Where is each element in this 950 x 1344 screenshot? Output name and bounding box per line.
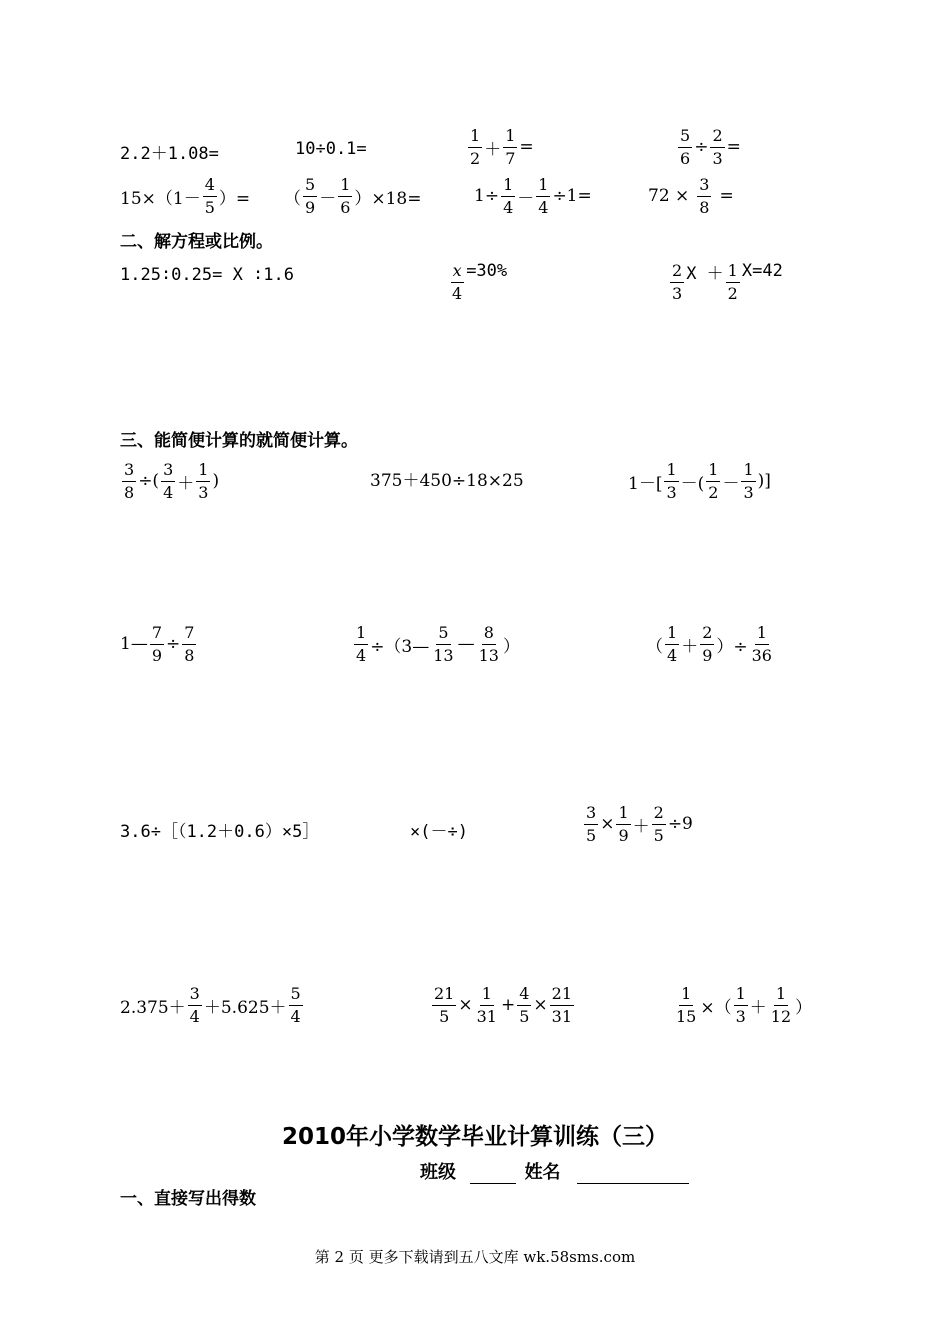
fraction: $\frac{1}{4}$ <box>503 175 514 217</box>
fraction: $\frac{5}{9}$ <box>305 175 316 217</box>
fraction: $\frac{2}{5}$ <box>653 803 664 845</box>
simplify-problem-3: 1－[ $\frac{1}{3}$ －( $\frac{1}{2}$ － $\frac{1}{3}$ )] <box>628 460 771 502</box>
simplify-problem-8: ×(－÷) <box>410 822 468 842</box>
equation-3: $\frac{2}{3}$ X ＋ $\frac{1}{2}$ X=42 <box>672 261 783 303</box>
name-label: 姓名 <box>524 1162 561 1183</box>
problem-r2-b: （ $\frac{5}{9}$ － $\frac{1}{6}$ ）×18= <box>284 175 422 217</box>
fraction: $\frac{1}{3}$ <box>735 984 746 1026</box>
fraction: $\frac{2}{9}$ <box>702 623 713 665</box>
simplify-problem-6: （ $\frac{1}{4}$ ＋ $\frac{2}{9}$ ）÷ $\frac{1}{36}$ <box>646 623 772 665</box>
name-blank[interactable] <box>577 1165 689 1184</box>
fraction: $\frac{2}{3}$ <box>712 126 723 168</box>
fraction: $\frac{5}{6}$ <box>680 126 691 168</box>
fraction: $\frac{3}{4}$ <box>189 984 200 1026</box>
fraction: $\frac{1}{2}$ <box>708 460 719 502</box>
fraction: $\frac{1}{3}$ <box>743 460 754 502</box>
fraction: $\frac{5}{13}$ <box>433 623 454 665</box>
fraction: $\frac{3}{8}$ <box>124 460 135 502</box>
fraction: $\frac{8}{13}$ <box>478 623 499 665</box>
fraction: $\frac{1}{15}$ <box>676 984 697 1026</box>
fraction: $\frac{1}{4}$ <box>667 623 678 665</box>
equation-2: $\frac{x}{4}$ =30% <box>452 261 508 303</box>
fraction: $\frac{1}{3}$ <box>198 460 209 502</box>
fraction: $\frac{1}{31}$ <box>476 984 497 1026</box>
fraction: $\frac{3}{4}$ <box>163 460 174 502</box>
fraction: $\frac{1}{7}$ <box>505 126 516 168</box>
section-heading-equations: 二、解方程或比例。 <box>120 232 273 252</box>
section-heading-simplify: 三、能简便计算的就简便计算。 <box>120 431 358 451</box>
section-heading-direct: 一、直接写出得数 <box>120 1189 256 1209</box>
problem-r1-d: $\frac{5}{6}$ ÷ $\frac{2}{3}$ = <box>680 126 741 168</box>
class-label: 班级 <box>420 1162 456 1183</box>
fraction: $\frac{1}{6}$ <box>340 175 351 217</box>
fraction: $\frac{4}{5}$ <box>204 175 215 217</box>
fraction: $\frac{21}{31}$ <box>551 984 573 1026</box>
fraction: $\frac{1}{4}$ <box>356 623 367 665</box>
fraction: $\frac{3}{5}$ <box>586 803 597 845</box>
worksheet-title: 2010年小学数学毕业计算训练（三） <box>281 1124 668 1150</box>
fraction: $\frac{1}{3}$ <box>666 460 677 502</box>
problem-r1-a: 2.2＋1.08= <box>120 144 219 164</box>
fraction: $\frac{5}{4}$ <box>290 984 301 1026</box>
class-blank[interactable] <box>470 1165 516 1184</box>
problem-r2-d: 72 × $\frac{3}{8}$ = <box>648 175 734 217</box>
fraction: $\frac{1}{36}$ <box>751 623 772 665</box>
fraction: $\frac{x}{4}$ <box>452 261 463 303</box>
simplify-problem-5: $\frac{1}{4}$ ÷（3— $\frac{5}{13}$ — $\frac{8}{13}$ ） <box>356 623 520 665</box>
fraction: $\frac{1}{2}$ <box>470 126 481 168</box>
simplify-problem-12: $\frac{1}{15}$ ×（ $\frac{1}{3}$ ＋ $\frac{1}{12}$ ） <box>676 984 813 1026</box>
equation-1: 1.25∶0.25= X ∶1.6 <box>120 265 294 285</box>
simplify-problem-9: $\frac{3}{5}$ × $\frac{1}{9}$ ＋ $\frac{2}{5}$ ÷9 <box>586 803 693 845</box>
fraction: $\frac{21}{5}$ <box>434 984 455 1026</box>
fraction: $\frac{3}{8}$ <box>699 175 710 217</box>
fraction: $\frac{1}{12}$ <box>770 984 792 1026</box>
class-name-line <box>420 1158 689 1184</box>
fraction: $\frac{4}{5}$ <box>519 984 530 1026</box>
simplify-problem-11: $\frac{21}{5}$ × $\frac{1}{31}$ + $\frac{4}{5}$ × $\frac{21}{31}$ <box>434 984 573 1026</box>
simplify-problem-10: 2.375＋ $\frac{3}{4}$ ＋5.625＋ $\frac{5}{4}$ <box>120 984 301 1026</box>
simplify-problem-7: 3.6÷［（1.2＋0.6）×5］ <box>120 822 320 842</box>
problem-r2-a: 15×（1－ $\frac{4}{5}$ ）= <box>120 175 251 217</box>
simplify-problem-2: 375＋450÷18×25 <box>370 471 524 491</box>
fraction: $\frac{1}{2}$ <box>727 261 738 303</box>
fraction: $\frac{2}{3}$ <box>672 261 683 303</box>
problem-r2-c: 1÷ $\frac{1}{4}$ － $\frac{1}{4}$ ÷1= <box>474 175 592 217</box>
problem-r1-b: 10÷0.1= <box>295 139 367 159</box>
fraction: $\frac{1}{4}$ <box>538 175 549 217</box>
simplify-problem-4: 1— $\frac{7}{9}$ ÷ $\frac{7}{8}$ <box>120 623 195 665</box>
page-footer: 第 2 页 更多下载请到五八文库 wk.58sms.com <box>314 1248 636 1266</box>
fraction: $\frac{7}{8}$ <box>184 623 195 665</box>
simplify-problem-1: $\frac{3}{8}$ ÷( $\frac{3}{4}$ ＋ $\frac{1}{3}$ ) <box>124 460 220 502</box>
fraction: $\frac{1}{9}$ <box>618 803 629 845</box>
problem-r1-c: $\frac{1}{2}$ ＋ $\frac{1}{7}$ = <box>470 126 534 168</box>
fraction: $\frac{7}{9}$ <box>151 623 163 665</box>
